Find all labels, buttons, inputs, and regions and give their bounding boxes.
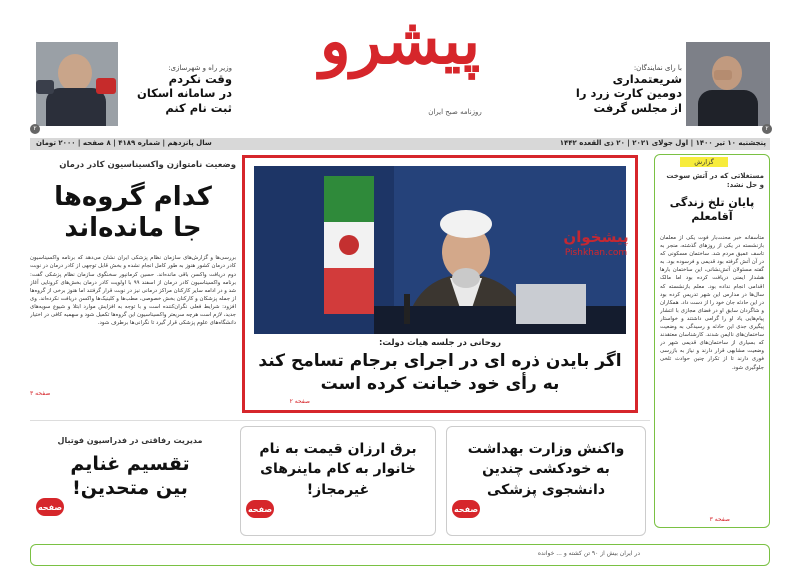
right-column-kicker: مستغلاتی که در آتش سوخت و حل نشد: bbox=[666, 172, 764, 189]
top-right-headline-3: از مجلس گرفت bbox=[593, 100, 682, 115]
top-right-page-badge: ۲ bbox=[762, 124, 772, 134]
bottom-center-headline-2: خانوار به کام ماینرهای bbox=[260, 461, 416, 478]
bottom-left-badge[interactable]: صفحه bbox=[36, 498, 64, 516]
bottom-divider bbox=[30, 420, 650, 421]
top-left-headline-1: وقت نکردم bbox=[168, 72, 232, 86]
right-column-tag: گزارش bbox=[680, 157, 728, 167]
right-column-headline bbox=[660, 196, 764, 225]
top-left-headline-2: در سامانه اسکان bbox=[137, 86, 232, 101]
left-column-page-ref[interactable]: صفحه ۳ bbox=[30, 390, 51, 398]
top-left-headline-3: ثبت نام کنم bbox=[165, 100, 232, 115]
bottom-center-headline-1: برق ارزان قیمت به نام bbox=[259, 441, 417, 457]
top-left-page-badge: ۲ bbox=[30, 124, 40, 134]
lead-watermark-url: Pishkhan.com bbox=[564, 248, 628, 258]
top-right-headline-1: شریعتمداری bbox=[612, 72, 682, 86]
masthead-subtitle: روزنامه صبح ایران bbox=[428, 108, 482, 116]
top-right-headline-2: دومین کارت زرد را bbox=[575, 86, 682, 101]
top-left-kicker: وزیر راه و شهرسازی: bbox=[168, 64, 232, 72]
left-column-body: بررسی‌ها و گزارش‌های سازمان نظام پزشکی ایران نشان می‌دهد که برنامه واکسیناسیون کادر درمان کشور هنوز به طور کامل انجام نشده و بخش قابل توجهی از کادر درمان در نوبت دوم دریافت واکسن باقی مانده‌اند. حسین کرمانپور سخنگوی سازمان نظام پزشکی گفت: برنامه واکسیناسیون کادر درمان از اسفند ۹۹ با اولویت کادر درمان بخش‌های کرونایی آغاز شد و در ادامه سایر کارکنان مراکز درمانی نیز در نوبت قرار گرفتند اما هنوز برخی از گروه‌ها از جمله پزشکان و کارکنان بخش خصوصی، مطب‌ها و کلینیک‌ها واکسن دریافت نکرده‌اند. وی افزود: شرایط فعلی نگران‌کننده است و با توجه به افزایش موارد ابتلا و شیوع سویه‌های جدید، لازم است هرچه سریعتر واکسیناسیون این گروه‌ها تکمیل شود و سهمیه کافی در اختیار دانشگاه‌های علوم پزشکی قرار گیرد تا نگرانی‌ها برطرف شود. bbox=[30, 255, 236, 327]
lead-headline-line-2: به رأی خود خیانت کرده است bbox=[320, 373, 560, 394]
bottom-right-teaser[interactable] bbox=[446, 426, 646, 536]
right-column-headline-2: آقامعلم bbox=[691, 210, 733, 224]
bottom-right-badge[interactable]: صفحه bbox=[452, 500, 480, 518]
bottom-right-headline-1: واکنش وزارت بهداشت bbox=[467, 441, 625, 457]
left-column-headline-1: کدام گروه‌ها bbox=[54, 182, 212, 212]
bottom-center-badge[interactable]: صفحه bbox=[246, 500, 274, 518]
official-photo bbox=[686, 42, 770, 126]
lead-story-headline bbox=[250, 350, 630, 396]
bottom-center-teaser[interactable] bbox=[240, 426, 436, 536]
masthead-logo: پیشرو bbox=[319, 4, 481, 79]
bottom-right-headline-2: به خودکشی چندین bbox=[482, 461, 610, 478]
lead-story-caption: روحانی در جلسه هیات دولت: bbox=[378, 338, 502, 348]
lead-story-page-ref[interactable]: صفحه ۲ bbox=[289, 398, 310, 405]
bottom-center-headline-3: غیرمجاز! bbox=[306, 481, 370, 498]
dateline-left: سال پانزدهم | شماره ۴۱۸۹ | ۸ صفحه | ۲۰۰۰ تومان bbox=[36, 139, 212, 147]
top-left-teaser[interactable] bbox=[122, 64, 232, 115]
top-right-kicker: با رای نمایندگان: bbox=[633, 64, 682, 72]
footer-strip-text: در ایران بیش از ۹۰ تن کشته و ... خوانده bbox=[537, 550, 640, 557]
top-right-teaser[interactable] bbox=[560, 64, 682, 115]
left-column-headline-2: جا مانده‌اند bbox=[64, 213, 202, 244]
dateline-right: پنجشنبه ۱۰ تیر ۱۴۰۰ | اول جولای ۲۰۲۱ | ۲۰ ذی القعده ۱۴۴۲ bbox=[559, 139, 766, 147]
minister-photo bbox=[36, 42, 118, 126]
right-column-page-ref[interactable]: صفحه ۳ bbox=[709, 516, 730, 523]
right-column-headline-1: پایان تلخ زندگی bbox=[669, 196, 755, 209]
right-column-body: متأسفانه خبر محنت‌بار فوت یکی از معلمان بازنشسته در یکی از روزهای گذشته، منجر به تاسف عمیق مردم شد. ساختمان مسکونی که در آن آتش گرفته بود قدیمی و فرسوده بود. به گفته مسئولان آتش‌نشانی، این ساختمان بارها هشدار ایمنی دریافت کرده بود اما مالک اقدامی انجام نداده بود. معلم بازنشسته که سال‌ها در مدارس این شهر تدریس کرده بود در این حادثه جان خود را از دست داد. همکاران و شاگردان سابق او در فضای مجازی با انتشار پیام‌هایی یاد او را گرامی داشتند و خواستار پیگیری جدی این حادثه و رسیدگی به وضعیت ساختمان‌های ناایمن شدند. کارشناسان معتقدند که بسیاری از ساختمان‌های قدیمی شهر در وضعیت مشابهی قرار دارند و نیاز به بازرسی فوری دارند تا از تکرار چنین حوادث تلخی جلوگیری شود. bbox=[660, 235, 764, 371]
left-column-kicker: وضعیت نامتوازن واکسیناسیون کادر درمان bbox=[59, 160, 236, 170]
lead-headline-line-1: اگر بایدن ذره ای در اجرای برجام تسامح کند bbox=[258, 351, 622, 371]
bottom-left-teaser[interactable] bbox=[30, 426, 230, 536]
bottom-left-headline-2: بین متحدین! bbox=[72, 476, 188, 499]
bottom-right-headline-3: دانشجوی پزشکی bbox=[486, 481, 606, 498]
bottom-left-headline-1: تقسیم غنایم bbox=[70, 453, 190, 475]
bottom-left-kicker: مدیریت رفاقتی در فدراسیون فوتبال bbox=[57, 436, 203, 445]
lead-watermark-title: پیشخوان bbox=[563, 228, 629, 246]
left-column[interactable] bbox=[30, 156, 236, 418]
